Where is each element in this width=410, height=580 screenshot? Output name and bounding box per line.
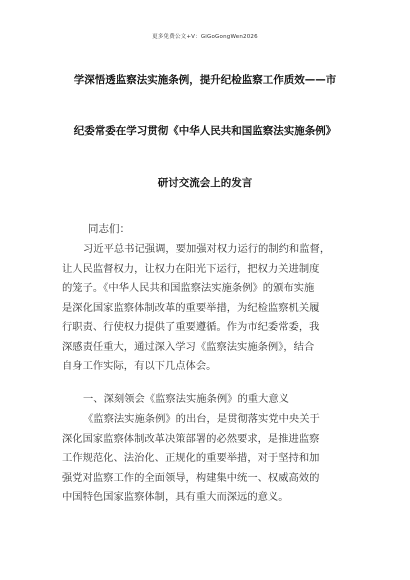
paragraph-2-line: 强党对监察工作的全面领导，构建集中统一、权威高效的 [62,471,320,484]
paragraph-2-line: 工作规范化、法治化、正规化的重要举措，对于坚持和加 [62,452,320,464]
title-line-2: 纪委常委在学习贯彻《中华人民共和国监察法实施条例》 [73,125,337,137]
salutation: 同志们： [88,223,130,235]
paragraph-2 [62,410,354,508]
paragraph-1-line: 的笼子。《中华人民共和国监察法实施条例》的颁布实施 [62,282,315,294]
paragraph-1 [62,240,354,377]
paragraph-1-line: 深感责任重大，通过深入学习《监察法实施条例》，结合 [62,340,315,353]
section-heading-1: 一、深刻领会《监察法实施条例》的重大意义 [83,393,289,405]
paragraph-2-line: 深化国家监察体制改革决策部署的必然要求，是推进监察 [62,432,320,445]
paragraph-1-line: 自身工作实际，有以下几点体会。 [62,360,217,372]
header-note: 更多免费公文+V：GiGoGongWen2026 [152,34,258,40]
paragraph-1-line: 是深化国家监察体制改革的重要举措，为纪检监察机关履 [62,301,320,314]
paragraph-1-line: 让人民监督权力，让权力在阳光下运行，把权力关进制度 [62,262,320,275]
title-line-3: 研讨交流会上的发言 [157,177,253,189]
paragraph-2-line: 中国特色国家监察体制，具有重大而深远的意义。 [62,491,289,503]
paragraph-1-line: 行职责、行使权力提供了重要遵循。作为市纪委常委，我 [62,321,320,333]
title-line-1: 学深悟透监察法实施条例，提升纪检监察工作质效——市 [73,74,337,86]
paragraph-2-line: 《监察法实施条例》的出台，是贯彻落实党中央关于 [83,413,320,425]
paragraph-1-line: 习近平总书记强调，要加强对权力运行的制约和监督， [83,243,331,255]
